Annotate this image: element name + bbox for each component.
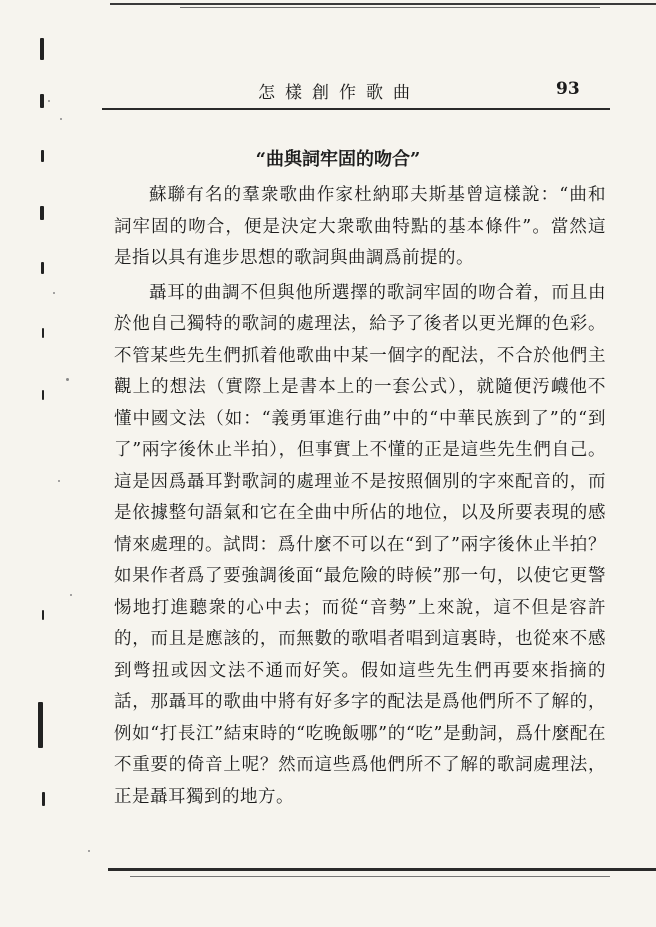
scan-specks: [18, 60, 98, 820]
bottom-scan-edge: [108, 868, 656, 871]
paragraph: 聶耳的曲調不但與他所選擇的歌詞牢固的吻合着，而且由於他自己獨特的歌詞的處理法，給予了後者以更光輝的色彩。不管某些先生們抓着他歌曲中某一個字的配法，不合於他們主觀上的想法（實際上是書本上的一套公式），就隨便汚衊他不懂中國文法（如：“義勇軍進行曲”中的“中華民族到了”的“到了”兩字後休止半拍），但事實上不懂的正是這些先生們自己。這是因爲聶耳對歌詞的處理並不是按照個別的字來配音的，而是依據整句語氣和它在全曲中所佔的地位，以及所要表現的感情來處理的。試問：爲什麼不可以在“到了”兩字後休止半拍？如果作者爲了要強調後面“最危險的時候”那一句，以使它更警惕地打進聽衆的心中去；而從“音勢”上來說，這不但是容許的，而且是應該的，而無數的歌唱者唱到這裏時，也從來不感到彆扭或因文法不通而好笑。假如這些先生們再要來指摘的話，那聶耳的歌曲中將有好多字的配法是爲他們所不了解的，例如“打長江”結束時的“吃晚飯哪”的“吃”是動詞，爲什麼配在不重要的倚音上呢？然而這些爲他們所不了解的歌詞處理法，正是聶耳獨到的地方。: [114, 282, 606, 807]
paragraph: 蘇聯有名的羣衆歌曲作家杜納耶夫斯基曾這樣說：“曲和詞牢固的吻合，便是決定大衆歌曲特點的基本條件”。當然這是指以具有進步思想的歌詞與曲調爲前提的。: [114, 185, 606, 268]
top-scan-edge: [110, 3, 656, 5]
page-number: 93: [556, 79, 580, 99]
top-scan-edge-thin: [180, 7, 600, 8]
bottom-scan-edge-thin: [130, 876, 610, 877]
header-rule: [102, 108, 610, 110]
section-title: “曲與詞牢固的吻合”: [255, 149, 421, 170]
body-text: [114, 180, 606, 816]
running-head-title: 怎樣創作歌曲: [258, 83, 420, 103]
